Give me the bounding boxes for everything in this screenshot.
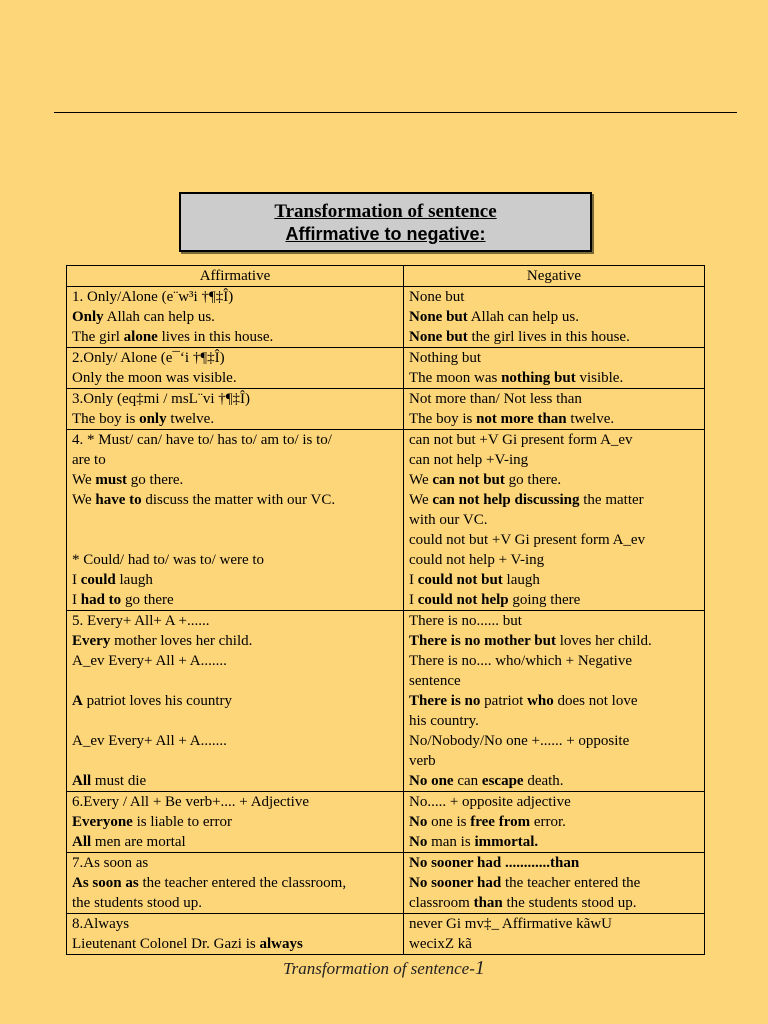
bold-text: had to <box>80 592 122 608</box>
cell-line <box>409 853 699 873</box>
text: I <box>72 592 81 608</box>
table-row <box>67 348 705 389</box>
cell-line <box>72 389 398 409</box>
text: go there. <box>504 472 562 488</box>
affirmative-cell <box>67 853 404 914</box>
cell-line <box>409 691 699 711</box>
bold-text: must <box>95 472 128 488</box>
text: the girl lives in this house. <box>467 329 630 345</box>
text: could not help + V-ing <box>409 552 545 568</box>
text: No..... + opposite adjective <box>409 794 571 810</box>
cell-line <box>72 611 398 631</box>
text: can not but +V Gi present form A_ev <box>409 432 633 448</box>
text: laugh <box>115 572 153 588</box>
page-title: Transformation of sentence <box>274 201 497 222</box>
text: sentence <box>409 673 461 689</box>
text: patriot loves his country <box>82 693 232 709</box>
text: We <box>72 492 96 508</box>
cell-line <box>72 691 398 711</box>
spacer <box>72 711 398 731</box>
bold-text: free from <box>470 814 531 830</box>
text: loves her child. <box>555 633 652 649</box>
bold-text: could <box>80 572 116 588</box>
cell-line <box>409 409 699 429</box>
cell-line <box>72 348 398 368</box>
text: must die <box>91 773 147 789</box>
text: going there <box>508 592 581 608</box>
table-row <box>67 287 705 348</box>
negative-cell <box>404 611 705 792</box>
text: Allah can help us. <box>467 309 579 325</box>
bold-text: There is no <box>409 693 481 709</box>
bold-text: No <box>409 834 428 850</box>
cell-line <box>72 590 398 610</box>
table-row <box>67 389 705 430</box>
cell-line <box>409 510 699 530</box>
cell-line <box>72 490 398 510</box>
text: go there <box>121 592 174 608</box>
cell-line <box>72 914 398 934</box>
cell-line <box>409 914 699 934</box>
cell-line <box>409 490 699 510</box>
text: There is no...... but <box>409 613 522 629</box>
bold-text: not more than <box>476 411 567 427</box>
bold-text: escape <box>481 773 524 789</box>
spacer <box>72 671 398 691</box>
text: verb <box>409 753 436 769</box>
bold-text: All <box>72 834 92 850</box>
bold-text: can not but <box>432 472 505 488</box>
cell-line <box>72 792 398 812</box>
negative-cell <box>404 389 705 430</box>
text: go there. <box>127 472 184 488</box>
text: the students stood up. <box>502 895 637 911</box>
text: mother loves her child. <box>110 633 253 649</box>
cell-line <box>409 530 699 550</box>
text: 5. Every+ All+ A +...... <box>72 613 210 629</box>
affirmative-cell <box>67 611 404 792</box>
text: 1. Only/Alone (e¨w³i †¶‡Î) <box>72 289 234 305</box>
cell-line <box>409 731 699 751</box>
cell-line <box>409 812 699 832</box>
cell-line <box>409 389 699 409</box>
bold-text: could not help <box>417 592 509 608</box>
cell-line <box>72 450 398 470</box>
text: The moon was <box>409 370 502 386</box>
bold-text: No sooner had <box>409 875 502 891</box>
text: I <box>72 572 81 588</box>
cell-line <box>72 287 398 307</box>
text: * Could/ had to/ was to/ were to <box>72 552 265 568</box>
footer-text: Transformation of sentence- <box>283 959 475 978</box>
text: could not but +V Gi present form A_ev <box>409 532 646 548</box>
text: The boy is <box>409 411 477 427</box>
bold-text: than <box>473 895 503 911</box>
cell-line <box>72 934 398 954</box>
bold-text: A <box>72 693 83 709</box>
negative-cell <box>404 430 705 611</box>
text: 8.Always <box>72 916 130 932</box>
text: can not help +V-ing <box>409 452 529 468</box>
cell-line <box>409 792 699 812</box>
text: A_ev Every+ All + A....... <box>72 653 227 669</box>
text: his country. <box>409 713 479 729</box>
text: twelve. <box>166 411 215 427</box>
cell-line <box>409 327 699 347</box>
bold-text: No one <box>409 773 454 789</box>
text: can <box>453 773 482 789</box>
bold-text: No <box>409 814 428 830</box>
text: the students stood up. <box>72 895 202 911</box>
text: never Gi mv‡_ Affirmative kãwU <box>409 916 613 932</box>
cell-line <box>72 832 398 852</box>
cell-line <box>409 751 699 771</box>
cell-line <box>72 409 398 429</box>
text: lives in this house. <box>157 329 274 345</box>
text: man is <box>427 834 475 850</box>
cell-line <box>72 307 398 327</box>
text: one is <box>427 814 471 830</box>
text: visible. <box>575 370 624 386</box>
text: death. <box>523 773 564 789</box>
cell-line <box>72 771 398 791</box>
bold-text: No sooner had ............than <box>409 855 580 871</box>
text: The boy is <box>72 411 140 427</box>
cell-line <box>409 873 699 893</box>
text: I <box>409 572 418 588</box>
cell-line <box>409 287 699 307</box>
bold-text: Only <box>72 309 104 325</box>
text: does not love <box>553 693 638 709</box>
cell-line <box>409 611 699 631</box>
affirmative-cell <box>67 287 404 348</box>
cell-line <box>72 570 398 590</box>
affirmative-cell <box>67 914 404 955</box>
cell-line <box>72 853 398 873</box>
title-box <box>179 192 592 252</box>
text: No/Nobody/No one +...... + opposite <box>409 733 630 749</box>
negative-cell <box>404 792 705 853</box>
text: with our VC. <box>409 512 488 528</box>
cell-line <box>72 631 398 651</box>
text: the matter <box>579 492 644 508</box>
affirmative-cell <box>67 430 404 611</box>
page-subtitle: Affirmative to negative: <box>285 224 486 244</box>
cell-line <box>72 731 398 751</box>
text: 6.Every / All + Be verb+.... + Adjective <box>72 794 309 810</box>
bold-text: only <box>139 411 167 427</box>
spacer <box>72 751 398 771</box>
table-row <box>67 853 705 914</box>
text: discuss the matter with our VC. <box>141 492 336 508</box>
text: twelve. <box>566 411 615 427</box>
text: the teacher entered the <box>501 875 641 891</box>
transformation-table <box>66 265 705 955</box>
column-header-negative: Negative <box>404 266 705 287</box>
text: wecixZ kã <box>409 936 472 952</box>
negative-cell <box>404 914 705 955</box>
column-header-affirmative: Affirmative <box>67 266 404 287</box>
table-row <box>67 914 705 955</box>
bold-text: There is no mother but <box>409 633 556 649</box>
cell-line <box>72 430 398 450</box>
text: None but <box>409 289 465 305</box>
negative-cell <box>404 853 705 914</box>
text: men are mortal <box>91 834 186 850</box>
cell-line <box>409 771 699 791</box>
cell-line <box>72 812 398 832</box>
affirmative-cell <box>67 389 404 430</box>
cell-line <box>409 651 699 671</box>
cell-line <box>409 590 699 610</box>
bold-text: could not but <box>417 572 503 588</box>
spacer <box>72 530 398 550</box>
text: We <box>409 472 433 488</box>
table-header-row <box>67 266 705 287</box>
negative-cell <box>404 287 705 348</box>
bold-text: can not help discussing <box>432 492 580 508</box>
text: 3.Only (eq‡mi / msL¨vi †¶‡Î) <box>72 391 251 407</box>
bold-text: immortal. <box>474 834 539 850</box>
text: laugh <box>502 572 540 588</box>
text: 2.Only/ Alone (e¯‘i †¶‡Î) <box>72 350 225 366</box>
text: A_ev Every+ All + A....... <box>72 733 227 749</box>
table-body <box>67 287 705 955</box>
cell-line <box>409 711 699 731</box>
text: The girl <box>72 329 124 345</box>
cell-line <box>72 470 398 490</box>
page-number: 1 <box>474 957 485 979</box>
cell-line <box>409 671 699 691</box>
text: patriot <box>480 693 528 709</box>
cell-line <box>409 934 699 954</box>
bold-text: who <box>527 693 554 709</box>
text: Lieutenant Colonel Dr. Gazi is <box>72 936 260 952</box>
bold-text: Everyone <box>72 814 133 830</box>
cell-line <box>409 832 699 852</box>
cell-line <box>409 307 699 327</box>
cell-line <box>72 873 398 893</box>
text: classroom <box>409 895 474 911</box>
cell-line <box>72 651 398 671</box>
cell-line <box>409 893 699 913</box>
cell-line <box>409 348 699 368</box>
cell-line <box>72 893 398 913</box>
top-rule <box>54 112 737 113</box>
bold-text: None but <box>409 329 468 345</box>
cell-line <box>409 470 699 490</box>
text: the teacher entered the classroom, <box>138 875 347 891</box>
cell-line <box>72 327 398 347</box>
table-row <box>67 430 705 611</box>
cell-line <box>409 550 699 570</box>
text: error. <box>530 814 566 830</box>
spacer <box>72 510 398 530</box>
bold-text: None but <box>409 309 468 325</box>
text: Not more than/ Not less than <box>409 391 582 407</box>
cell-line <box>409 450 699 470</box>
text: Nothing but <box>409 350 482 366</box>
text: 7.As soon as <box>72 855 149 871</box>
bold-text: have to <box>95 492 142 508</box>
text: There is no.... who/which + Negative <box>409 653 632 669</box>
bold-text: As soon as <box>72 875 139 891</box>
cell-line <box>409 368 699 388</box>
text: is liable to error <box>132 814 232 830</box>
cell-line <box>72 368 398 388</box>
cell-line <box>409 631 699 651</box>
affirmative-cell <box>67 348 404 389</box>
bold-text: nothing but <box>501 370 576 386</box>
bold-text: alone <box>123 329 158 345</box>
affirmative-cell <box>67 792 404 853</box>
text: 4. * Must/ can/ have to/ has to/ am to/ is to/ <box>72 432 332 448</box>
page-footer <box>0 957 768 980</box>
cell-line <box>409 430 699 450</box>
negative-cell <box>404 348 705 389</box>
text: We <box>72 472 96 488</box>
bold-text: always <box>259 936 303 952</box>
text: Only the moon was visible. <box>72 370 237 386</box>
cell-line <box>72 550 398 570</box>
text: Allah can help us. <box>103 309 215 325</box>
bold-text: Every <box>72 633 111 649</box>
table-row <box>67 792 705 853</box>
table-row <box>67 611 705 792</box>
text: I <box>409 592 418 608</box>
cell-line <box>409 570 699 590</box>
text: We <box>409 492 433 508</box>
text: are to <box>72 452 106 468</box>
bold-text: All <box>72 773 92 789</box>
